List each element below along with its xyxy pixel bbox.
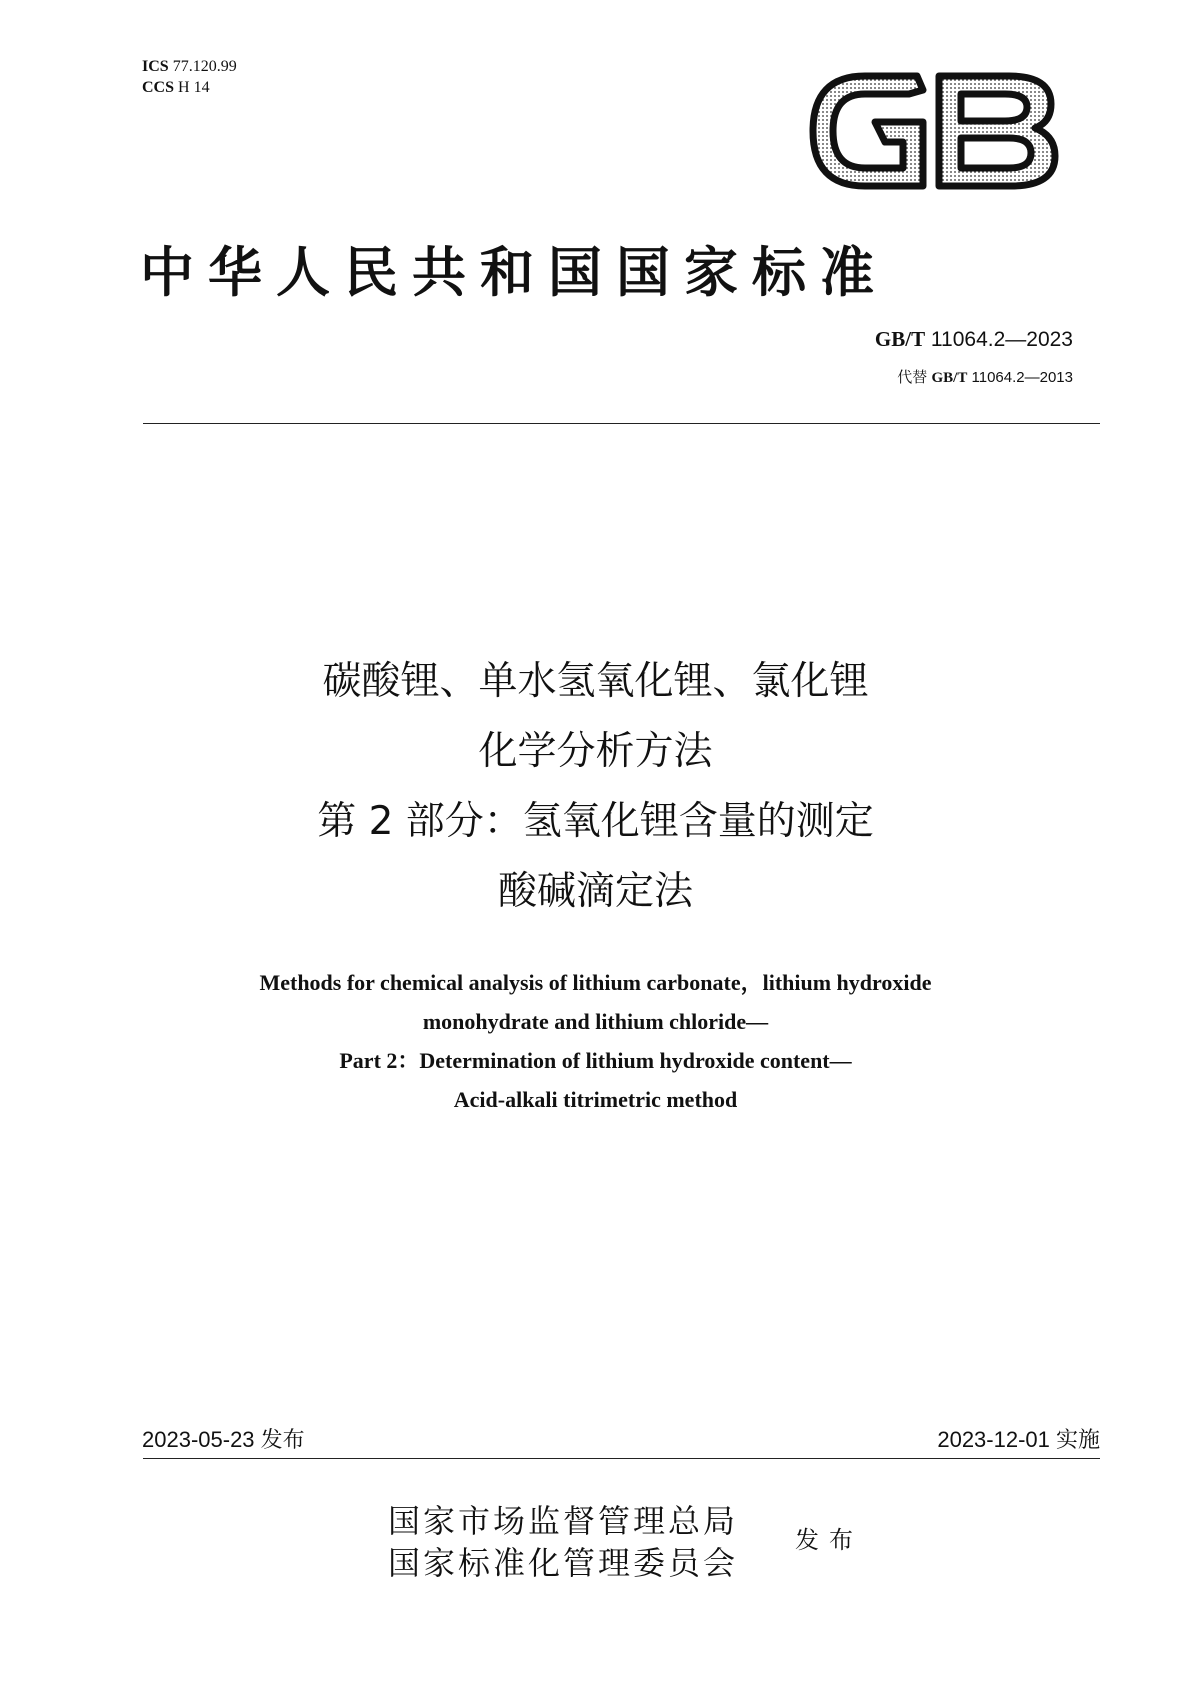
ics-line [142,56,237,77]
chinese-title-line-4: 酸碱滴定法 [497,869,693,914]
classification-codes [142,56,237,98]
ccs-line [142,77,237,98]
replaced-standard [897,366,1073,387]
publisher-block [388,1500,738,1584]
replaces-gb: GB/T [931,370,968,386]
ccs-label: CCS [142,79,175,96]
ccs-value: H 14 [178,79,210,96]
publisher-suffix: 发布 [795,1526,863,1554]
footer-divider [143,1458,1100,1459]
publisher-line-2: 国家标准化管理委员会 [388,1544,739,1582]
english-title-line-1: Methods for chemical analysis of lithium carbonate，lithium hydroxide [259,970,932,995]
gb-logo [805,70,1060,192]
issue-date: 2023-05-23 发布 [142,1427,305,1452]
ics-value: 77.120.99 [172,58,237,75]
chinese-title [0,647,1191,927]
english-title-line-4: Acid-alkali titrimetric method [453,1087,738,1112]
standard-number [875,327,1073,352]
standard-number-value: 11064.2—2023 [930,328,1073,351]
chinese-title-line-2: 化学分析方法 [478,729,713,774]
national-standard-title: 中华人民共和国国家标准 [140,240,888,304]
ics-label: ICS [142,58,169,75]
english-title-line-2: monohydrate and lithium chloride— [422,1009,769,1034]
implementation-date: 2023-12-01 实施 [937,1427,1100,1452]
english-title [0,963,1191,1119]
publisher-line-1: 国家市场监督管理总局 [388,1502,739,1540]
chinese-title-line-3: 第 2 部分：氢氧化锂含量的测定 [317,799,874,844]
replaces-value: 11064.2—2013 [971,369,1073,386]
chinese-title-line-1: 碳酸锂、单水氢氧化锂、氯化锂 [322,659,869,704]
english-title-line-3: Part 2：Determination of lithium hydroxide content— [339,1048,852,1073]
header-divider [143,423,1100,424]
replaces-prefix: 代替 [897,369,928,386]
standard-number-prefix: GB/T [874,327,926,351]
